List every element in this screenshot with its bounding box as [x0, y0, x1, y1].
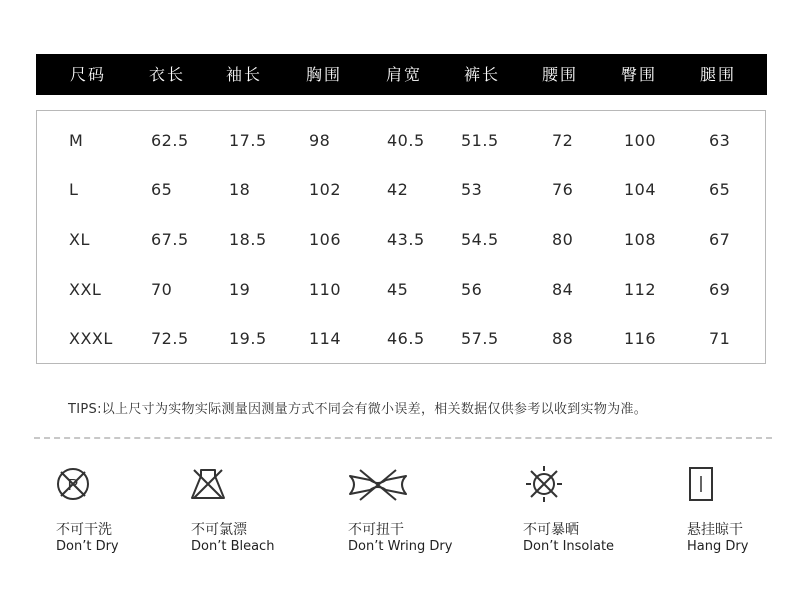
table-cell: XXL — [69, 280, 102, 299]
table-cell: 17.5 — [229, 131, 267, 150]
header-hip: 臀围 — [621, 65, 658, 84]
care-label-cn: 悬挂晾干 — [687, 522, 743, 538]
header-chest: 胸围 — [306, 65, 343, 84]
care-label-en: Don’t Dry — [56, 539, 119, 554]
header-sleeve: 袖长 — [226, 65, 263, 84]
table-cell: 112 — [624, 280, 657, 299]
no-bleach-icon — [191, 464, 227, 504]
care-item-no-dry-clean — [56, 464, 119, 574]
table-cell: 67 — [709, 230, 731, 249]
table-cell: 40.5 — [387, 131, 425, 150]
table-cell: 18.5 — [229, 230, 267, 249]
table-cell: 65 — [709, 180, 731, 199]
tips-text: TIPS:以上尺寸为实物实际测量因测量方式不同会有微小误差，相关数据仅供参考以收到实物为准。 — [68, 402, 648, 417]
table-cell: 102 — [309, 180, 342, 199]
table-cell: 45 — [387, 280, 409, 299]
table-cell: 70 — [151, 280, 173, 299]
table-cell: 100 — [624, 131, 657, 150]
table-cell: 54.5 — [461, 230, 499, 249]
table-cell: 56 — [461, 280, 483, 299]
header-pants-length: 裤长 — [464, 65, 501, 84]
no-sun-icon — [523, 464, 565, 504]
table-cell: 19 — [229, 280, 251, 299]
table-cell: 57.5 — [461, 329, 499, 348]
care-item-no-wring — [348, 464, 453, 574]
care-label-en: Don’t Insolate — [523, 539, 615, 554]
table-row — [37, 277, 765, 303]
table-cell: L — [69, 180, 79, 199]
table-cell: 98 — [309, 131, 331, 150]
table-cell: 72.5 — [151, 329, 189, 348]
size-table-header — [36, 54, 767, 95]
table-cell: 106 — [309, 230, 342, 249]
table-cell: XL — [69, 230, 90, 249]
table-cell: 19.5 — [229, 329, 267, 348]
table-cell: 108 — [624, 230, 657, 249]
table-cell: XXXL — [69, 329, 113, 348]
size-table-body — [36, 110, 766, 364]
care-label-en: Don’t Wring Dry — [348, 539, 453, 554]
table-cell: 80 — [552, 230, 574, 249]
table-row — [37, 326, 765, 352]
care-label-cn: 不可干洗 — [56, 522, 112, 538]
table-cell: 116 — [624, 329, 657, 348]
dashed-divider — [34, 437, 772, 439]
care-item-no-sun — [523, 464, 615, 574]
table-cell: 76 — [552, 180, 574, 199]
table-cell: 114 — [309, 329, 342, 348]
table-cell: 84 — [552, 280, 574, 299]
table-cell: 51.5 — [461, 131, 499, 150]
hang-dry-icon — [687, 464, 717, 504]
table-cell: 43.5 — [387, 230, 425, 249]
care-label-cn: 不可氯漂 — [191, 522, 247, 538]
no-wring-icon — [348, 464, 408, 504]
table-cell: 104 — [624, 180, 657, 199]
table-cell: 65 — [151, 180, 173, 199]
table-cell: 18 — [229, 180, 251, 199]
table-cell: 69 — [709, 280, 731, 299]
care-label-cn: 不可扭干 — [348, 522, 404, 538]
header-waist: 腰围 — [542, 65, 579, 84]
header-thigh: 腿围 — [700, 65, 737, 84]
table-cell: 71 — [709, 329, 731, 348]
svg-text:P: P — [67, 477, 79, 494]
table-cell: 46.5 — [387, 329, 425, 348]
table-row — [37, 227, 765, 253]
care-label-en: Don’t Bleach — [191, 539, 275, 554]
care-item-hang-dry — [687, 464, 749, 574]
table-cell: 110 — [309, 280, 342, 299]
care-label-cn: 不可暴晒 — [523, 522, 579, 538]
header-shoulder: 肩宽 — [386, 65, 423, 84]
header-length: 衣长 — [149, 65, 186, 84]
table-cell: 72 — [552, 131, 574, 150]
care-label-en: Hang Dry — [687, 539, 749, 554]
care-item-no-bleach — [191, 464, 275, 574]
table-cell: 53 — [461, 180, 483, 199]
table-row — [37, 128, 765, 154]
table-cell: 62.5 — [151, 131, 189, 150]
table-row — [37, 177, 765, 203]
header-size: 尺码 — [70, 65, 107, 84]
table-cell: 42 — [387, 180, 409, 199]
no-dry-clean-icon — [56, 464, 92, 504]
table-cell: 67.5 — [151, 230, 189, 249]
table-cell: 63 — [709, 131, 731, 150]
table-cell: M — [69, 131, 84, 150]
table-cell: 88 — [552, 329, 574, 348]
